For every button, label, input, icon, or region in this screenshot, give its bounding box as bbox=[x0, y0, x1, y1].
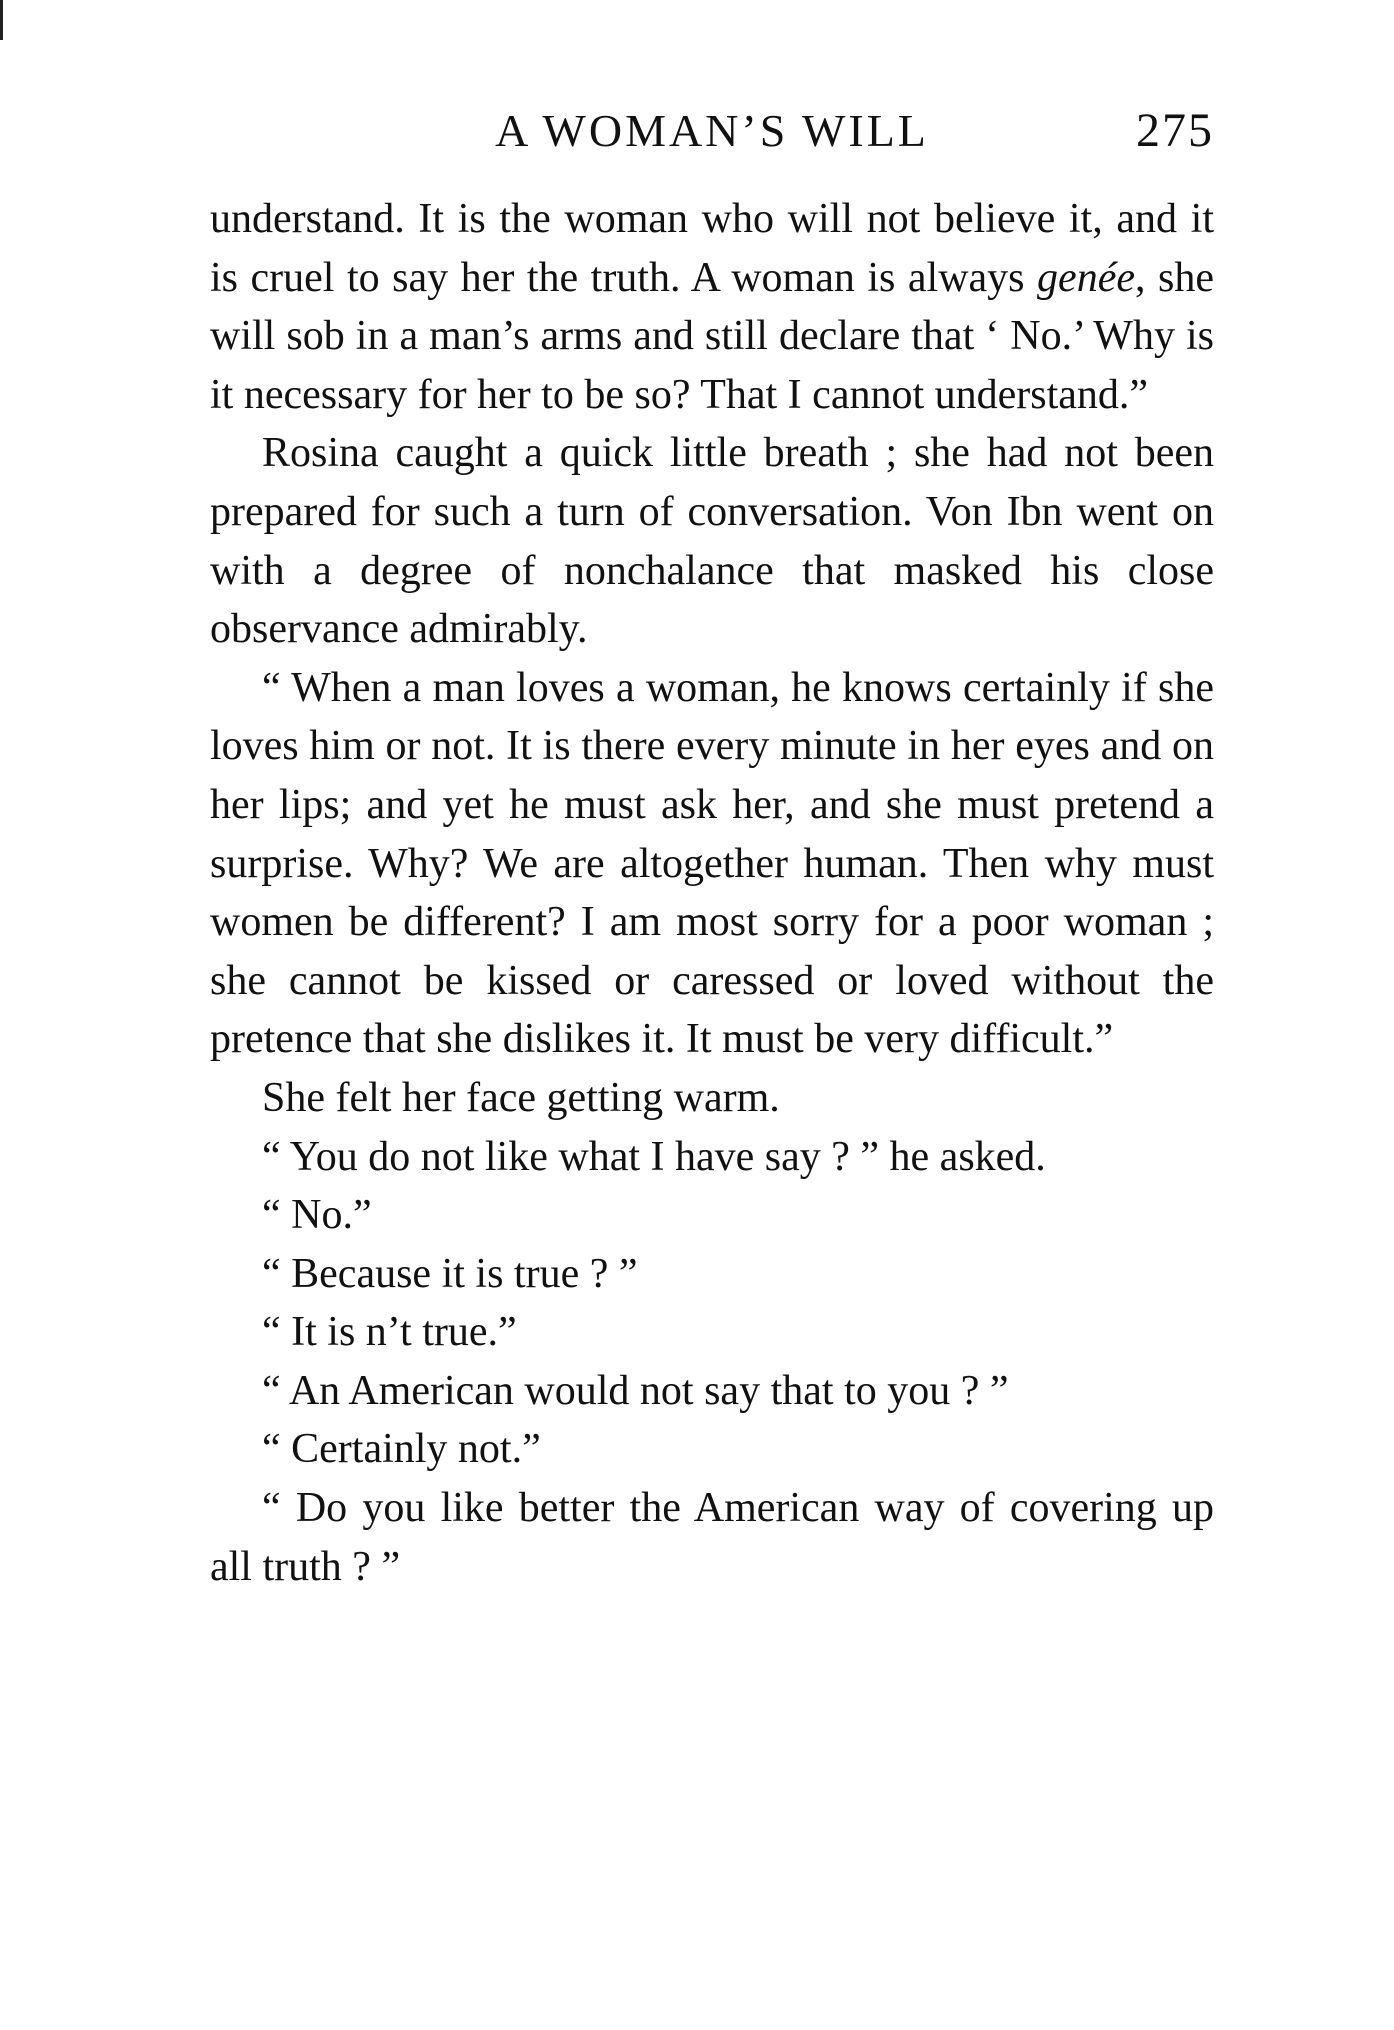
dialogue-line: “ Certainly not.” bbox=[262, 1426, 541, 1473]
running-title: A WOMAN’S WILL bbox=[495, 105, 929, 156]
dialogue-line: “ You do not like what I have say ? ” he asked. bbox=[262, 1133, 1046, 1180]
dialogue-line: “ Because it is true ? ” bbox=[262, 1250, 638, 1297]
dialogue-line: “ No.” bbox=[262, 1192, 372, 1239]
paragraph-text: understand. It is the woman who will not believe it, and it is cruel to say her the truth. A woman is always bbox=[210, 196, 1214, 301]
paragraph-text: , she will sob in a man’s arms and still declare that ‘ No.’ Why is it necessary for her to be so? That I cannot understand.” bbox=[210, 254, 1214, 418]
scan-edge-mark bbox=[0, 0, 3, 40]
page-number: 275 bbox=[1136, 104, 1214, 157]
italic-word: genée bbox=[1037, 254, 1135, 301]
page-header bbox=[210, 96, 1214, 166]
dialogue-line: “ An American would not say that to you ? ” bbox=[262, 1367, 1009, 1414]
body-text bbox=[210, 190, 1214, 1596]
paragraph: She felt her face getting warm. bbox=[262, 1074, 780, 1121]
dialogue-line: “ Do you like better the American way of covering up all truth ? ” bbox=[210, 1485, 1214, 1590]
paragraph-continuation bbox=[210, 190, 1214, 424]
dialogue-line: “ It is n’t true.” bbox=[262, 1309, 517, 1356]
paragraph: “ When a man loves a woman, he knows certainly if she loves him or not. It is there every minute in her eyes and on her lips; and yet he must ask her, and she must pretend a surprise. Why? We are altogether human. Then why must women be different? I am most sorry for a poor woman ; she cannot be kissed or caressed or loved without the pretence that she dislikes it. It must be very difficult.” bbox=[210, 664, 1214, 1063]
paragraph: Rosina caught a quick little breath ; she had not been prepared for such a turn of conversation. Von Ibn went on with a degree of nonchalance that masked his close observance admirably. bbox=[210, 430, 1214, 653]
